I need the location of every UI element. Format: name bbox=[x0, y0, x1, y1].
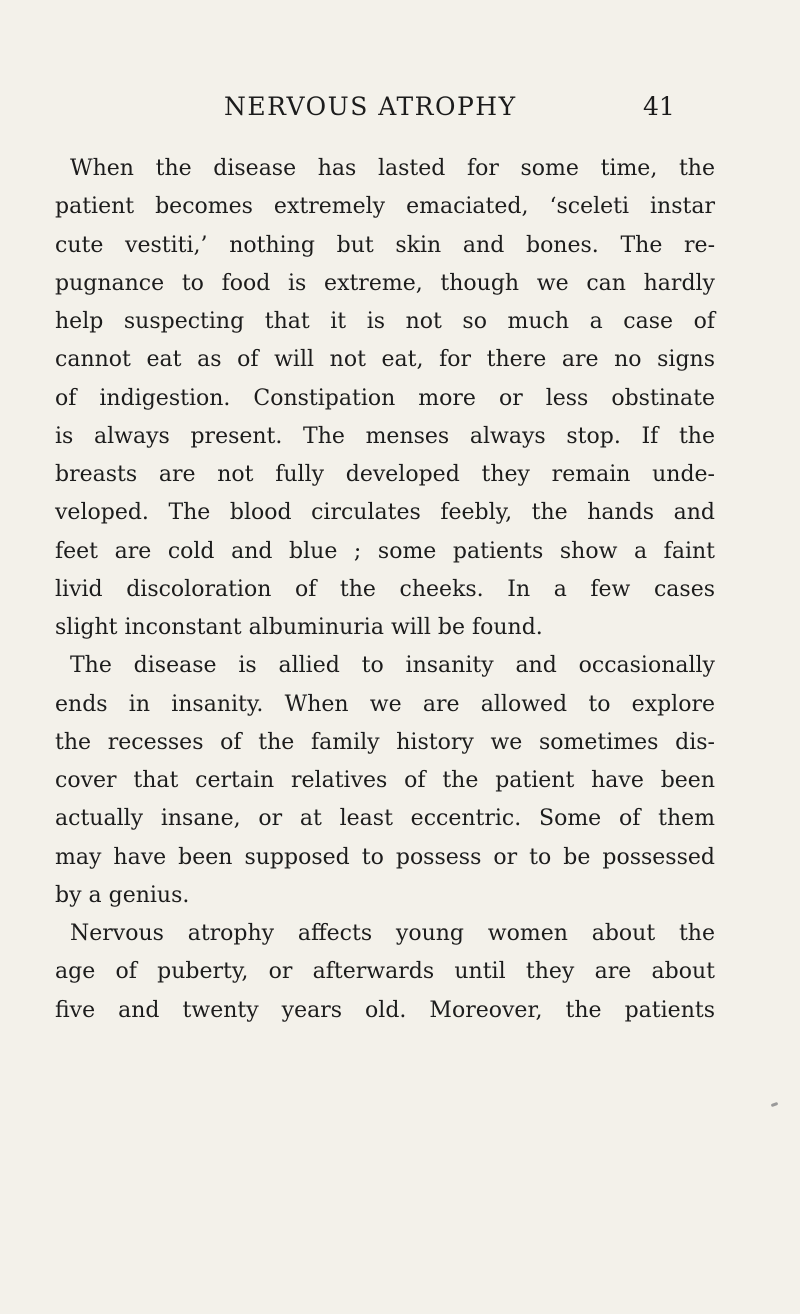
text-line: pugnance to food is extreme, though we can hardly bbox=[55, 270, 715, 296]
ink-speck bbox=[771, 1102, 779, 1107]
text-line: by a genius. bbox=[55, 882, 190, 908]
body-text bbox=[55, 150, 715, 1030]
text-line: five and twenty years old. Moreover, the patients bbox=[55, 997, 715, 1023]
running-head bbox=[0, 92, 800, 132]
text-line: livid discoloration of the cheeks. In a few cases bbox=[55, 576, 715, 602]
text-line: actually insane, or at least eccentric. Some of them bbox=[55, 806, 715, 832]
text-line: When the disease has lasted for some time, the bbox=[70, 156, 715, 181]
text-line: slight inconstant albuminuria will be found. bbox=[55, 615, 543, 640]
text-line: The disease is allied to insanity and occasionally bbox=[70, 653, 715, 679]
text-line: veloped. The blood circulates feebly, the hands and bbox=[55, 500, 715, 526]
text-line: cute vestiti,’ nothing but skin and bones. The re- bbox=[55, 232, 715, 258]
text-line: help suspecting that it is not so much a case of bbox=[55, 309, 715, 334]
text-line: may have been supposed to possess or to be possessed bbox=[55, 844, 715, 870]
text-line: age of puberty, or afterwards until they are about bbox=[55, 959, 715, 985]
text-line: cover that certain relatives of the patient have been bbox=[55, 768, 715, 793]
text-line: ends in insanity. When we are allowed to explore bbox=[55, 691, 715, 717]
text-line: feet are cold and blue ; some patients show a faint bbox=[55, 538, 715, 564]
text-line: Nervous atrophy affects young women about the bbox=[70, 921, 715, 946]
text-line: breasts are not fully developed they remain unde- bbox=[55, 462, 715, 487]
text-line: cannot eat as of will not eat, for there are no signs bbox=[55, 347, 715, 373]
text-line: patient becomes extremely emaciated, ‘sceleti instar bbox=[55, 194, 715, 220]
text-line: the recesses of the family history we sometimes dis- bbox=[55, 729, 715, 755]
text-line: is always present. The menses always stop. If the bbox=[55, 423, 715, 449]
running-title: NERVOUS ATROPHY bbox=[224, 92, 517, 121]
page-number: 41 bbox=[643, 92, 675, 121]
text-line: of indigestion. Constipation more or less obstinate bbox=[55, 385, 715, 411]
